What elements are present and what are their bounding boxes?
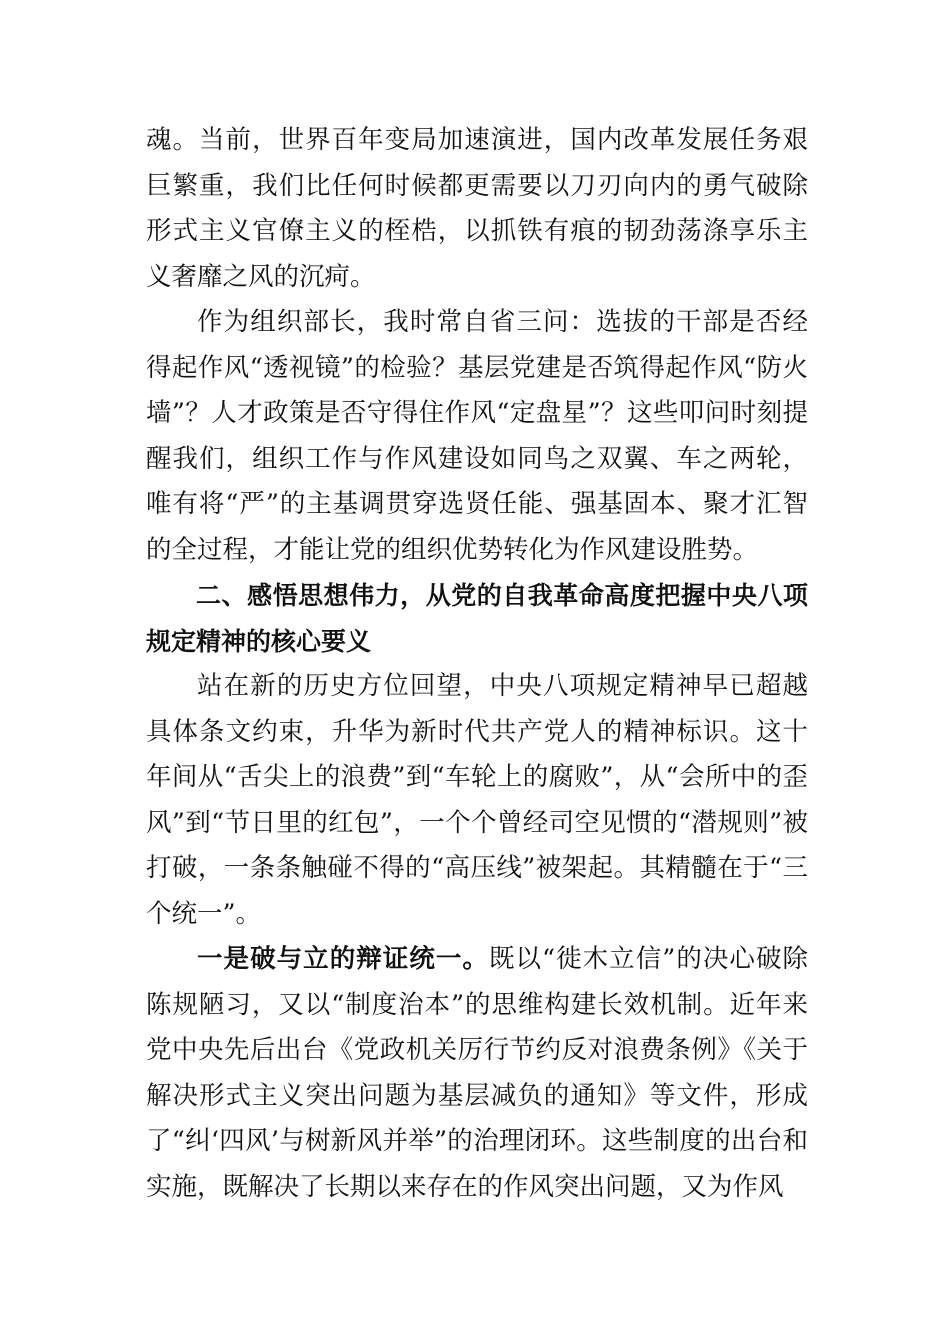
paragraph-historical-view: 站在新的历史方位回望，中央八项规定精神早已超越具体条文约束，升华为新时代共产党人的精神标识。这十年间从“舌尖上的浪费”到“车轮上的腐败”，从“会所中的歪风”到“节日里的红包”，一个个曾经司空见惯的“潜规则”被打破，一条条触碰不得的“高压线”被架起。其精髓在于“三个统一”。 (146, 671, 808, 929)
paragraph-continuation: 魂。当前，世界百年变局加速演进，国内改革发展任务艰巨繁重，我们比任何时候都更需要以刀刃向内的勇气破除形式主义官僚主义的桎梏，以抓铁有痕的韧劲荡涤享乐主义奢靡之风的沉疴。 (146, 125, 808, 292)
point-one-lead: 一是破与立的辩证统一。 (197, 944, 489, 974)
point-one-body: 既以“徙木立信”的决心破除陈规陋习，又以“制度治本”的思维构建长效机制。近年来党中央先后出台《党政机关厉行节约反对浪费条例》《关于解决形式主义突出问题为基层减负的通知》等文件，形成了“纠‘四风’与树新风并举”的治理闭环。这些制度的出台和实施，既解决了长期以来存在的作风突出问题，又为作风 (146, 944, 808, 1202)
paragraph-point-one (146, 937, 808, 1210)
section-heading-2: 二、感悟思想伟力，从党的自我革命高度把握中央八项规定精神的核心要义 (146, 581, 808, 656)
paragraph-self-reflection: 作为组织部长，我时常自省三问：选拔的干部是否经得起作风“透视镜”的检验？基层党建是否筑得起作风“防火墙”？人才政策是否守得住作风“定盘星”？这些叩问时刻提醒我们，组织工作与作风建设如同鸟之双翼、车之两轮，唯有将“严”的主基调贯穿选贤任能、强基固本、聚才汇智的全过程，才能让党的组织优势转化为作风建设胜势。 (146, 307, 808, 565)
document-body (146, 118, 808, 1210)
